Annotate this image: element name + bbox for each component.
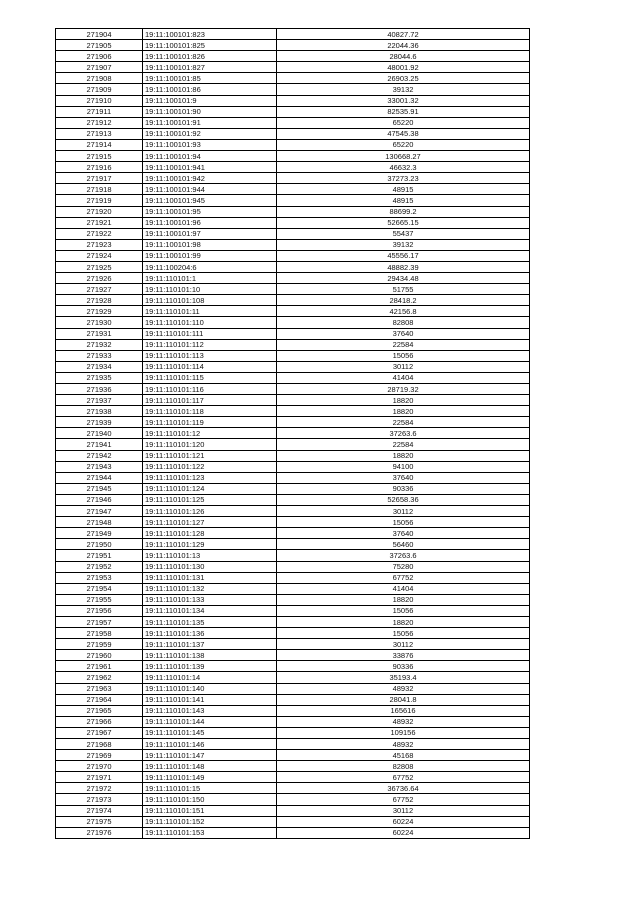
value-cell: 60224 [277,816,530,827]
table-row [56,406,530,417]
value-cell: 35193.4 [277,672,530,683]
table-row [56,727,530,738]
table-row [56,106,530,117]
row-id-cell: 271912 [56,117,143,128]
cadastral-number-cell: 19:11:110101:150 [143,794,277,805]
row-id-cell: 271930 [56,317,143,328]
table-row [56,206,530,217]
row-id-cell: 271922 [56,228,143,239]
value-cell: 47545.38 [277,128,530,139]
cadastral-number-cell: 19:11:110101:138 [143,650,277,661]
cadastral-number-cell: 19:11:100101:941 [143,162,277,173]
table-row [56,805,530,816]
table-row [56,151,530,162]
row-id-cell: 271920 [56,206,143,217]
value-cell: 18820 [277,395,530,406]
row-id-cell: 271973 [56,794,143,805]
value-cell: 15056 [277,517,530,528]
table-row [56,384,530,395]
cadastral-number-cell: 19:11:100101:9 [143,95,277,106]
row-id-cell: 271945 [56,483,143,494]
table-row [56,661,530,672]
row-id-cell: 271910 [56,95,143,106]
value-cell: 45556.17 [277,250,530,261]
cadastral-number-cell: 19:11:110101:126 [143,506,277,517]
row-id-cell: 271961 [56,661,143,672]
row-id-cell: 271919 [56,195,143,206]
value-cell: 48932 [277,716,530,727]
cadastral-number-cell: 19:11:110101:116 [143,384,277,395]
table-row [56,572,530,583]
cadastral-number-cell: 19:11:110101:118 [143,406,277,417]
cadastral-number-cell: 19:11:110101:140 [143,683,277,694]
table-row [56,628,530,639]
row-id-cell: 271944 [56,472,143,483]
value-cell: 22584 [277,339,530,350]
row-id-cell: 271976 [56,827,143,838]
cadastral-number-cell: 19:11:110101:133 [143,594,277,605]
table-row [56,217,530,228]
cadastral-number-cell: 19:11:110101:145 [143,727,277,738]
row-id-cell: 271953 [56,572,143,583]
row-id-cell: 271972 [56,783,143,794]
cadastral-number-cell: 19:11:110101:151 [143,805,277,816]
cadastral-number-cell: 19:11:110101:134 [143,605,277,616]
cadastral-number-cell: 19:11:100101:98 [143,239,277,250]
row-id-cell: 271967 [56,727,143,738]
value-cell: 52665.15 [277,217,530,228]
value-cell: 55437 [277,228,530,239]
cadastral-number-cell: 19:11:110101:136 [143,628,277,639]
value-cell: 82535.91 [277,106,530,117]
row-id-cell: 271963 [56,683,143,694]
table-row [56,605,530,616]
row-id-cell: 271926 [56,273,143,284]
cadastral-number-cell: 19:11:110101:147 [143,750,277,761]
cadastral-number-cell: 19:11:110101:112 [143,339,277,350]
cadastral-number-cell: 19:11:100101:95 [143,206,277,217]
value-cell: 18820 [277,616,530,627]
table-row [56,317,530,328]
cadastral-number-cell: 19:11:100101:93 [143,139,277,150]
value-cell: 65220 [277,117,530,128]
value-cell: 15056 [277,605,530,616]
table-row [56,450,530,461]
value-cell: 48882.39 [277,261,530,272]
cadastral-number-cell: 19:11:110101:132 [143,583,277,594]
table-row [56,417,530,428]
table-row [56,250,530,261]
row-id-cell: 271946 [56,494,143,505]
table-row [56,117,530,128]
value-cell: 90336 [277,661,530,672]
table-row [56,750,530,761]
row-id-cell: 271917 [56,173,143,184]
cadastral-number-cell: 19:11:110101:15 [143,783,277,794]
row-id-cell: 271954 [56,583,143,594]
cadastral-number-cell: 19:11:110101:11 [143,306,277,317]
value-cell: 28719.32 [277,384,530,395]
cadastral-number-cell: 19:11:110101:110 [143,317,277,328]
row-id-cell: 271932 [56,339,143,350]
row-id-cell: 271947 [56,506,143,517]
value-cell: 51755 [277,284,530,295]
cadastral-number-cell: 19:11:110101:124 [143,483,277,494]
value-cell: 28044.6 [277,51,530,62]
value-cell: 130668.27 [277,151,530,162]
table-row [56,506,530,517]
cadastral-number-cell: 19:11:110101:128 [143,528,277,539]
row-id-cell: 271962 [56,672,143,683]
cadastral-number-cell: 19:11:110101:131 [143,572,277,583]
value-cell: 37263.6 [277,428,530,439]
row-id-cell: 271958 [56,628,143,639]
table-row [56,162,530,173]
table-row [56,328,530,339]
row-id-cell: 271935 [56,372,143,383]
cadastral-number-cell: 19:11:110101:123 [143,472,277,483]
value-cell: 40827.72 [277,29,530,40]
table-row [56,528,530,539]
table-row [56,716,530,727]
row-id-cell: 271952 [56,561,143,572]
row-id-cell: 271968 [56,739,143,750]
value-cell: 33001.32 [277,95,530,106]
table-row [56,184,530,195]
cadastral-number-cell: 19:11:100101:826 [143,51,277,62]
value-cell: 33876 [277,650,530,661]
table-row [56,539,530,550]
row-id-cell: 271934 [56,361,143,372]
table-row [56,761,530,772]
table-row [56,173,530,184]
table-row [56,395,530,406]
row-id-cell: 271943 [56,461,143,472]
table-row [56,517,530,528]
value-cell: 30112 [277,361,530,372]
cadastral-number-cell: 19:11:110101:141 [143,694,277,705]
table-row [56,783,530,794]
table-row [56,95,530,106]
value-cell: 18820 [277,406,530,417]
table-row [56,295,530,306]
table-row [56,672,530,683]
value-cell: 30112 [277,506,530,517]
cadastral-number-cell: 19:11:110101:115 [143,372,277,383]
cadastral-number-cell: 19:11:100101:945 [143,195,277,206]
cadastral-number-cell: 19:11:110101:10 [143,284,277,295]
cadastral-number-cell: 19:11:100101:96 [143,217,277,228]
value-cell: 90336 [277,483,530,494]
row-id-cell: 271942 [56,450,143,461]
value-cell: 109156 [277,727,530,738]
cadastral-number-cell: 19:11:110101:113 [143,350,277,361]
table-row [56,439,530,450]
table-row [56,73,530,84]
cadastral-number-cell: 19:11:110101:152 [143,816,277,827]
row-id-cell: 271921 [56,217,143,228]
value-cell: 48932 [277,683,530,694]
cadastral-number-cell: 19:11:100101:90 [143,106,277,117]
table-row [56,372,530,383]
row-id-cell: 271959 [56,639,143,650]
row-id-cell: 271969 [56,750,143,761]
table-row [56,195,530,206]
value-cell: 30112 [277,639,530,650]
row-id-cell: 271906 [56,51,143,62]
row-id-cell: 271907 [56,62,143,73]
value-cell: 29434.48 [277,273,530,284]
cadastral-number-cell: 19:11:110101:114 [143,361,277,372]
row-id-cell: 271916 [56,162,143,173]
table-row [56,40,530,51]
value-cell: 65220 [277,139,530,150]
value-cell: 37273.23 [277,173,530,184]
value-cell: 37640 [277,328,530,339]
table-row [56,594,530,605]
value-cell: 22584 [277,417,530,428]
value-cell: 82808 [277,761,530,772]
row-id-cell: 271924 [56,250,143,261]
cadastral-number-cell: 19:11:100101:86 [143,84,277,95]
value-cell: 22044.36 [277,40,530,51]
value-cell: 26903.25 [277,73,530,84]
row-id-cell: 271960 [56,650,143,661]
row-id-cell: 271927 [56,284,143,295]
table-row [56,128,530,139]
row-id-cell: 271913 [56,128,143,139]
cadastral-number-cell: 19:11:110101:139 [143,661,277,672]
table-row [56,29,530,40]
value-cell: 48001.92 [277,62,530,73]
table-row [56,583,530,594]
row-id-cell: 271938 [56,406,143,417]
value-cell: 48932 [277,739,530,750]
value-cell: 88699.2 [277,206,530,217]
cadastral-number-cell: 19:11:110101:153 [143,827,277,838]
cadastral-number-cell: 19:11:110101:143 [143,705,277,716]
table-row [56,361,530,372]
row-id-cell: 271918 [56,184,143,195]
row-id-cell: 271948 [56,517,143,528]
table-row [56,62,530,73]
row-id-cell: 271951 [56,550,143,561]
value-cell: 36736.64 [277,783,530,794]
table-row [56,84,530,95]
cadastral-number-cell: 19:11:110101:135 [143,616,277,627]
value-cell: 37640 [277,472,530,483]
row-id-cell: 271914 [56,139,143,150]
table-row [56,339,530,350]
table-row [56,816,530,827]
table-row [56,616,530,627]
cadastral-number-cell: 19:11:100101:92 [143,128,277,139]
cadastral-number-cell: 19:11:110101:146 [143,739,277,750]
cadastral-number-cell: 19:11:110101:137 [143,639,277,650]
table-row [56,739,530,750]
value-cell: 165616 [277,705,530,716]
table-row [56,639,530,650]
cadastral-number-cell: 19:11:110101:111 [143,328,277,339]
cadastral-number-cell: 19:11:100101:825 [143,40,277,51]
row-id-cell: 271941 [56,439,143,450]
value-cell: 39132 [277,84,530,95]
table-row [56,261,530,272]
cadastral-number-cell: 19:11:100101:94 [143,151,277,162]
value-cell: 28418.2 [277,295,530,306]
cadastral-number-cell: 19:11:100101:827 [143,62,277,73]
row-id-cell: 271975 [56,816,143,827]
table-row [56,494,530,505]
table-row [56,461,530,472]
cadastral-number-cell: 19:11:100204:6 [143,261,277,272]
table-row [56,51,530,62]
table-row [56,472,530,483]
value-cell: 30112 [277,805,530,816]
row-id-cell: 271971 [56,772,143,783]
row-id-cell: 271905 [56,40,143,51]
row-id-cell: 271974 [56,805,143,816]
row-id-cell: 271939 [56,417,143,428]
cadastral-number-cell: 19:11:110101:108 [143,295,277,306]
cadastral-number-cell: 19:11:100101:91 [143,117,277,128]
cadastral-number-cell: 19:11:110101:13 [143,550,277,561]
row-id-cell: 271904 [56,29,143,40]
row-id-cell: 271911 [56,106,143,117]
value-cell: 15056 [277,628,530,639]
cadastral-number-cell: 19:11:100101:99 [143,250,277,261]
cadastral-number-cell: 19:11:110101:144 [143,716,277,727]
row-id-cell: 271925 [56,261,143,272]
row-id-cell: 271928 [56,295,143,306]
cadastral-number-cell: 19:11:100101:942 [143,173,277,184]
cadastral-number-cell: 19:11:110101:12 [143,428,277,439]
table-row [56,483,530,494]
table-row [56,284,530,295]
value-cell: 41404 [277,372,530,383]
row-id-cell: 271966 [56,716,143,727]
cadastral-number-cell: 19:11:100101:97 [143,228,277,239]
value-cell: 48915 [277,184,530,195]
cadastral-number-cell: 19:11:100101:85 [143,73,277,84]
table-row [56,561,530,572]
data-table [55,28,530,839]
table-row [56,273,530,284]
value-cell: 60224 [277,827,530,838]
row-id-cell: 271940 [56,428,143,439]
table-row [56,794,530,805]
value-cell: 46632.3 [277,162,530,173]
value-cell: 28041.8 [277,694,530,705]
cadastral-number-cell: 19:11:110101:129 [143,539,277,550]
row-id-cell: 271937 [56,395,143,406]
row-id-cell: 271923 [56,239,143,250]
table-row [56,650,530,661]
cadastral-number-cell: 19:11:110101:1 [143,273,277,284]
row-id-cell: 271957 [56,616,143,627]
value-cell: 67752 [277,772,530,783]
value-cell: 82808 [277,317,530,328]
row-id-cell: 271933 [56,350,143,361]
cadastral-number-cell: 19:11:110101:148 [143,761,277,772]
table-row [56,772,530,783]
cadastral-number-cell: 19:11:110101:130 [143,561,277,572]
value-cell: 22584 [277,439,530,450]
row-id-cell: 271950 [56,539,143,550]
value-cell: 45168 [277,750,530,761]
row-id-cell: 271929 [56,306,143,317]
table-row [56,428,530,439]
cadastral-number-cell: 19:11:110101:127 [143,517,277,528]
cadastral-number-cell: 19:11:100101:823 [143,29,277,40]
value-cell: 37640 [277,528,530,539]
table-row [56,228,530,239]
cadastral-number-cell: 19:11:110101:120 [143,439,277,450]
value-cell: 48915 [277,195,530,206]
cadastral-number-cell: 19:11:110101:121 [143,450,277,461]
table-row [56,306,530,317]
value-cell: 15056 [277,350,530,361]
row-id-cell: 271970 [56,761,143,772]
table-row [56,550,530,561]
table-body [56,29,530,839]
row-id-cell: 271931 [56,328,143,339]
cadastral-number-cell: 19:11:110101:125 [143,494,277,505]
value-cell: 42156.8 [277,306,530,317]
table-row [56,683,530,694]
value-cell: 37263.6 [277,550,530,561]
row-id-cell: 271908 [56,73,143,84]
row-id-cell: 271965 [56,705,143,716]
row-id-cell: 271909 [56,84,143,95]
value-cell: 18820 [277,594,530,605]
value-cell: 75280 [277,561,530,572]
row-id-cell: 271915 [56,151,143,162]
cadastral-number-cell: 19:11:110101:119 [143,417,277,428]
value-cell: 56460 [277,539,530,550]
table-row [56,705,530,716]
row-id-cell: 271964 [56,694,143,705]
cadastral-number-cell: 19:11:110101:14 [143,672,277,683]
row-id-cell: 271949 [56,528,143,539]
row-id-cell: 271956 [56,605,143,616]
cadastral-number-cell: 19:11:110101:117 [143,395,277,406]
table-row [56,827,530,838]
cadastral-number-cell: 19:11:100101:944 [143,184,277,195]
table-row [56,139,530,150]
cadastral-number-cell: 19:11:110101:149 [143,772,277,783]
value-cell: 18820 [277,450,530,461]
row-id-cell: 271955 [56,594,143,605]
value-cell: 41404 [277,583,530,594]
table-row [56,239,530,250]
value-cell: 94100 [277,461,530,472]
value-cell: 52658.36 [277,494,530,505]
table-row [56,350,530,361]
row-id-cell: 271936 [56,384,143,395]
value-cell: 67752 [277,572,530,583]
cadastral-number-cell: 19:11:110101:122 [143,461,277,472]
table-row [56,694,530,705]
value-cell: 39132 [277,239,530,250]
value-cell: 67752 [277,794,530,805]
